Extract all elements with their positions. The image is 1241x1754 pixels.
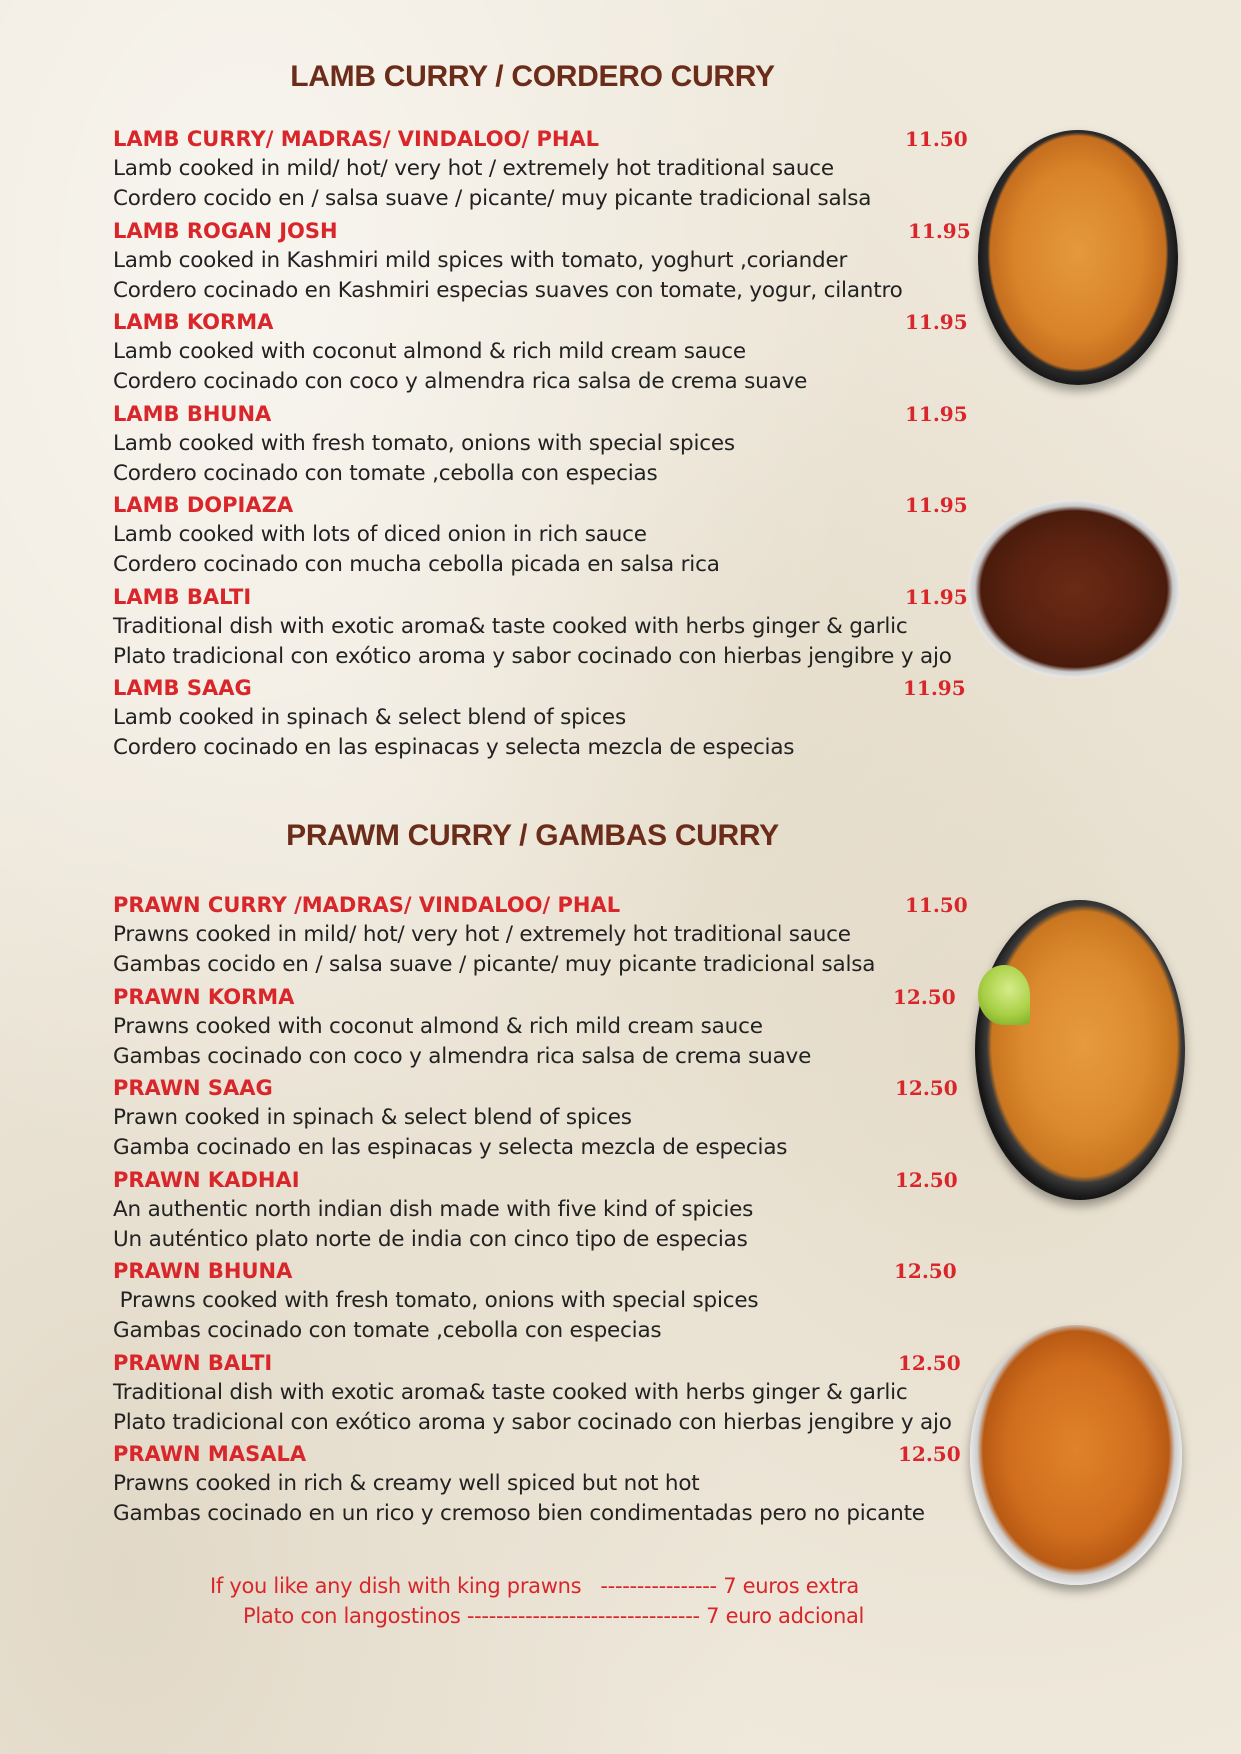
prawn-curry-dish-image [975, 900, 1185, 1200]
item-name: LAMB ROGAN JOSH [113, 218, 338, 243]
item-description-en: Traditional dish with exotic aroma& taste cooked with herbs ginger & garlic [113, 613, 908, 639]
menu-item [113, 893, 968, 985]
item-price: 11.95 [905, 493, 968, 517]
menu-item [113, 1168, 963, 1260]
item-description-es: Plato tradicional con exótico aroma y sabor cocinado con hierbas jengibre y ajo [113, 1409, 952, 1435]
item-price: 11.95 [905, 310, 968, 334]
item-description-en: Lamb cooked in mild/ hot/ very hot / extremely hot traditional sauce [113, 156, 834, 181]
menu-item [113, 985, 963, 1077]
item-price: 11.50 [905, 127, 968, 151]
item-description-en: Prawns cooked in rich & creamy well spiced but not hot [113, 1471, 700, 1496]
item-description-es: Cordero cocinado en las espinacas y selecta mezcla de especias [113, 735, 795, 760]
item-description-es: Cordero cocinado con mucha cebolla picada en salsa rica [113, 552, 720, 577]
item-name: PRAWN SAAG [113, 1076, 273, 1100]
item-name: PRAWN BALTI [113, 1350, 273, 1375]
item-description-es: Gambas cocido en / salsa suave / picante/ muy picante tradicional salsa [113, 952, 876, 977]
menu-item [113, 1076, 963, 1168]
item-description-en: An authentic north indian dish made with five kind of spicies [113, 1196, 754, 1222]
item-description-es: Gamba cocinado en las espinacas y selecta mezcla de especias [113, 1135, 788, 1160]
item-price: 12.50 [895, 1076, 958, 1100]
item-description-es: Un auténtico plato norte de india con cinco tipo de especias [113, 1226, 748, 1252]
lime-icon [978, 965, 1030, 1025]
prawn-item-list [113, 893, 968, 1534]
item-price: 11.95 [905, 584, 968, 609]
item-description-en: Prawns cooked with fresh tomato, onions with special spices [113, 1288, 759, 1313]
item-description-es: Cordero cocinado en Kashmiri especias suaves con tomate, yogur, cilantro [113, 277, 903, 303]
menu-item [113, 676, 966, 768]
menu-item [113, 584, 968, 677]
item-description-es: Gambas cocinado con tomate ,cebolla con especias [113, 1318, 662, 1343]
footer-line1-price: 7 euros extra [723, 1574, 859, 1598]
footer-king-prawns-line [210, 1574, 859, 1598]
item-description-en: Prawns cooked with coconut almond & rich mild cream sauce [113, 1013, 763, 1039]
item-name: PRAWN KADHAI [113, 1167, 300, 1192]
item-price: 11.50 [905, 893, 968, 917]
lamb-item-list [113, 127, 971, 768]
lamb-curry-dish-image [978, 130, 1178, 385]
item-price: 12.50 [895, 1167, 958, 1192]
item-price: 11.95 [905, 401, 968, 426]
item-description-en: Lamb cooked in spinach & select blend of spices [113, 705, 626, 730]
lamb-balti-dish-image [968, 500, 1180, 678]
menu-item [113, 310, 968, 402]
menu-item [113, 1442, 963, 1534]
item-price: 12.50 [894, 1259, 957, 1283]
item-description-es: Gambas cocinado con coco y almendra rica salsa de crema suave [113, 1043, 812, 1069]
menu-item [113, 401, 968, 494]
menu-item [113, 493, 968, 585]
item-price: 12.50 [898, 1350, 961, 1375]
footer-line2-price: 7 euro adcional [706, 1604, 865, 1628]
item-price: 12.50 [893, 984, 956, 1009]
footer-line1-text: If you like any dish with king prawns ---------------- [210, 1574, 717, 1598]
item-description-en: Prawn cooked in spinach & select blend of spices [113, 1105, 632, 1130]
item-name: LAMB BALTI [113, 584, 252, 609]
item-price: 11.95 [903, 676, 966, 700]
item-name: LAMB KORMA [113, 310, 274, 334]
lamb-section-title: LAMB CURRY / CORDERO CURRY [290, 60, 775, 93]
item-price: 12.50 [898, 1442, 961, 1466]
item-description-en: Prawns cooked in mild/ hot/ very hot / extremely hot traditional sauce [113, 922, 851, 947]
item-description-en: Traditional dish with exotic aroma& taste cooked with herbs ginger & garlic [113, 1379, 908, 1405]
footer-langostinos-line [243, 1604, 864, 1628]
menu-item [113, 127, 968, 219]
item-description-en: Lamb cooked in Kashmiri mild spices with tomato, yoghurt ,coriander [113, 247, 848, 273]
prawn-masala-dish-image [970, 1325, 1182, 1585]
item-name: PRAWN MASALA [113, 1442, 307, 1466]
menu-item [113, 1259, 963, 1351]
item-description-en: Lamb cooked with fresh tomato, onions with special spices [113, 430, 735, 456]
item-name: LAMB BHUNA [113, 401, 272, 426]
item-description-es: Plato tradicional con exótico aroma y sabor cocinado con hierbas jengibre y ajo [113, 643, 952, 669]
item-name: PRAWN KORMA [113, 984, 295, 1009]
item-description-es: Cordero cocinado con tomate ,cebolla con especias [113, 460, 658, 486]
item-name: PRAWN CURRY /MADRAS/ VINDALOO/ PHAL [113, 893, 621, 917]
item-description-es: Cordero cocido en / salsa suave / picante/ muy picante tradicional salsa [113, 186, 872, 211]
item-description-es: Cordero cocinado con coco y almendra rica salsa de crema suave [113, 369, 808, 394]
item-name: LAMB CURRY/ MADRAS/ VINDALOO/ PHAL [113, 127, 600, 151]
menu-item [113, 218, 971, 311]
item-description-en: Lamb cooked with coconut almond & rich mild cream sauce [113, 339, 746, 364]
item-description-es: Gambas cocinado en un rico y cremoso bien condimentadas pero no picante [113, 1501, 925, 1526]
item-name: LAMB DOPIAZA [113, 493, 294, 517]
item-name: LAMB SAAG [113, 676, 252, 700]
item-name: PRAWN BHUNA [113, 1259, 293, 1283]
menu-item [113, 1351, 963, 1443]
footer-line2-text: Plato con langostinos -------------------------------- [243, 1604, 700, 1628]
item-price: 11.95 [908, 218, 971, 243]
item-description-en: Lamb cooked with lots of diced onion in rich sauce [113, 522, 647, 547]
prawn-section-title: PRAWM CURRY / GAMBAS CURRY [286, 819, 779, 852]
